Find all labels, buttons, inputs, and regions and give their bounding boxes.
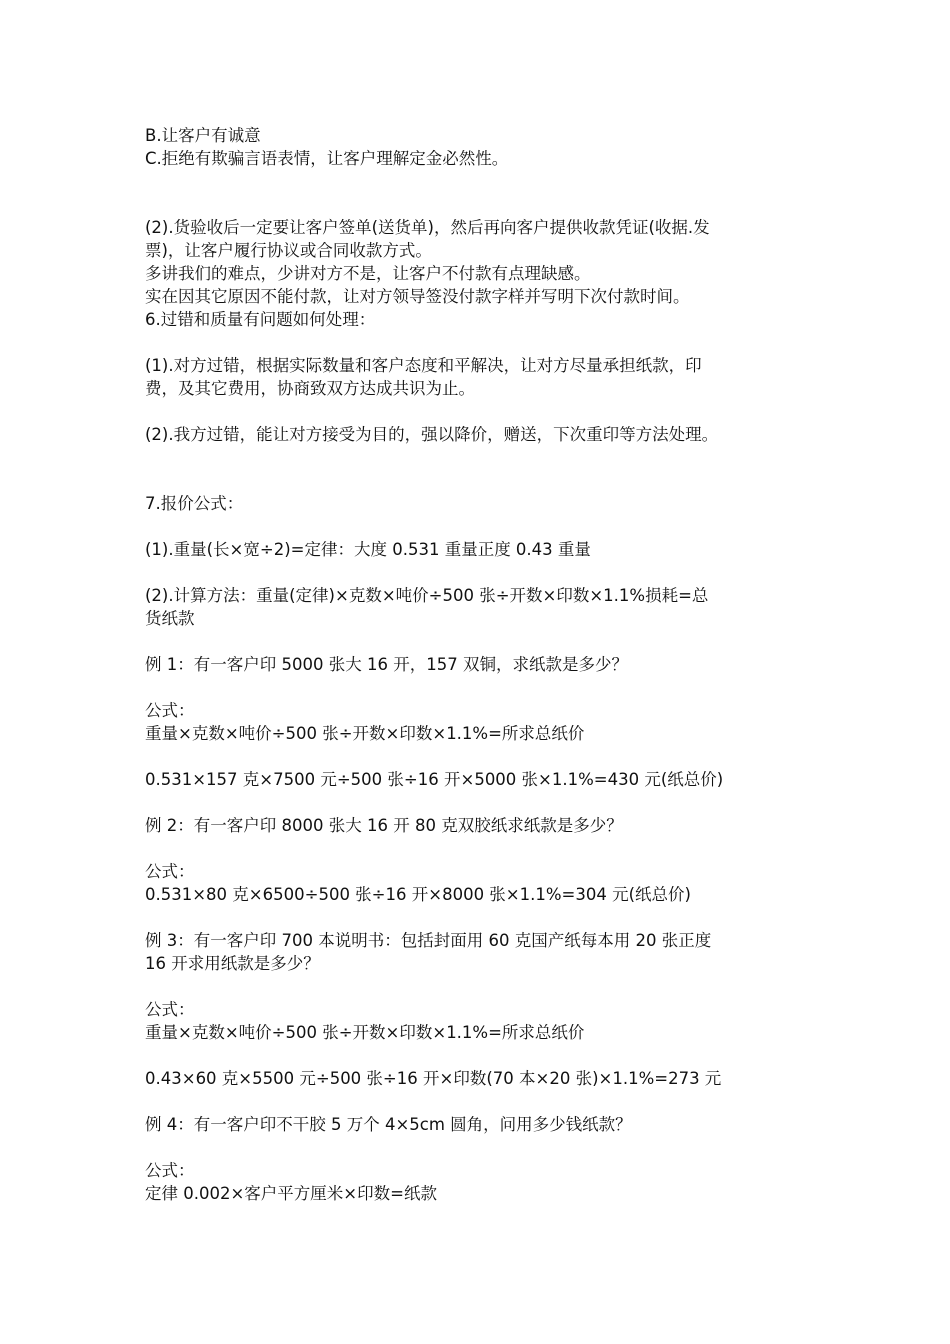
text-line-p2-3: 多讲我们的难点，少讲对方不是，让客户不付款有点理缺感。 xyxy=(145,264,591,283)
example-1-question: 例 1：有一客户印 5000 张大 16 开，157 双铜，求纸款是多少？ xyxy=(145,655,628,674)
example-1-calculation: 0.531×157 克×7500 元÷500 张÷16 开×5000 张×1.1%=430 元(纸总价) xyxy=(145,770,724,789)
text-line-s6-2: (2).我方过错，能让对方接受为目的，强以降价，赠送，下次重印等方法处理。 xyxy=(145,425,719,444)
example-3-calculation: 0.43×60 克×5500 元÷500 张÷16 开×印数(70 本×20 张)×1.1%=273 元 xyxy=(145,1069,722,1088)
text-line-s7-1: (1).重量(长×宽÷2)=定律：大度 0.531 重量正度 0.43 重量 xyxy=(145,540,591,559)
document-page xyxy=(145,124,813,1205)
text-line-p2-1: (2).货验收后一定要让客户签单(送货单)，然后再向客户提供收款凭证(收据.发 xyxy=(145,218,710,237)
section-heading-7: 7.报价公式： xyxy=(145,494,244,513)
example-1-formula-label: 公式： xyxy=(145,701,195,720)
example-4-formula: 定律 0.002×客户平方厘米×印数=纸款 xyxy=(145,1184,437,1203)
text-line-p2-2: 票)，让客户履行协议或合同收款方式。 xyxy=(145,241,432,260)
example-2-formula-label: 公式： xyxy=(145,862,195,881)
text-line-s7-2a: (2).计算方法：重量(定律)×克数×吨价÷500 张÷开数×印数×1.1%损耗=总 xyxy=(145,586,709,605)
text-line-c: C.拒绝有欺骗言语表情，让客户理解定金必然性。 xyxy=(145,149,509,168)
text-line-s6-1b: 费，及其它费用，协商致双方达成共识为止。 xyxy=(145,379,475,398)
text-line-s7-2b: 货纸款 xyxy=(145,609,195,628)
example-2-question: 例 2：有一客户印 8000 张大 16 开 80 克双胶纸求纸款是多少？ xyxy=(145,816,623,835)
text-line-s6-1a: (1).对方过错，根据实际数量和客户态度和平解决，让对方尽量承担纸款，印 xyxy=(145,356,702,375)
text-line-b: B.让客户有诚意 xyxy=(145,126,261,145)
example-3-question-a: 例 3：有一客户印 700 本说明书：包括封面用 60 克国产纸每本用 20 张正度 xyxy=(145,931,712,950)
section-heading-6: 6.过错和质量有问题如何处理： xyxy=(145,310,376,329)
example-4-formula-label: 公式： xyxy=(145,1161,195,1180)
example-3-formula-label: 公式： xyxy=(145,1000,195,1019)
text-line-p2-4: 实在因其它原因不能付款，让对方领导签没付款字样并写明下次付款时间。 xyxy=(145,287,690,306)
example-1-formula: 重量×克数×吨价÷500 张÷开数×印数×1.1%=所求总纸价 xyxy=(145,724,585,743)
example-3-question-b: 16 开求用纸款是多少？ xyxy=(145,954,320,973)
example-4-question: 例 4：有一客户印不干胶 5 万个 4×5cm 圆角，问用多少钱纸款？ xyxy=(145,1115,632,1134)
example-3-formula: 重量×克数×吨价÷500 张÷开数×印数×1.1%=所求总纸价 xyxy=(145,1023,585,1042)
example-2-calculation: 0.531×80 克×6500÷500 张÷16 开×8000 张×1.1%=304 元(纸总价) xyxy=(145,885,691,904)
